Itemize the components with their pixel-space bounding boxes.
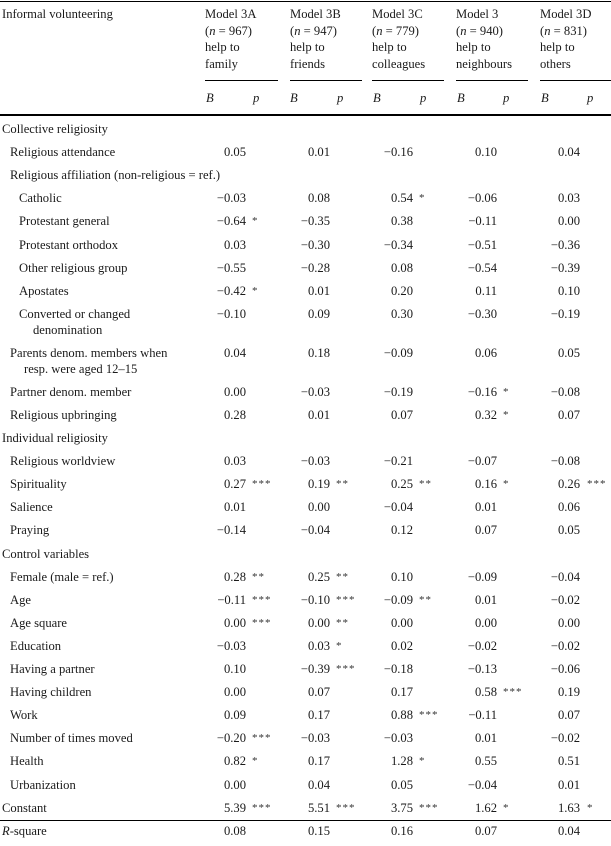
table-row [0,384,611,407]
significance-p: ** [419,593,432,606]
significance-p: ** [336,478,349,491]
coef-b: −0.30 [300,237,330,252]
model-rule [540,80,611,81]
significance-p: * [503,478,510,491]
top-rule [0,1,611,2]
coef-b: 0.16 [474,477,497,492]
row-label: Partner denom. member [10,384,132,399]
coef-b: 1.62 [474,800,497,815]
coef-b: −0.39 [550,260,580,275]
coef-b: 0.00 [557,214,580,229]
coef-b: 0.26 [557,477,580,492]
coef-b: −0.36 [550,237,580,252]
coef-b: 3.75 [390,800,413,815]
coef-b: −0.04 [467,777,497,792]
coef-b: 0.17 [390,685,413,700]
row-label: Age square [10,615,67,630]
row-label: Catholic [19,191,62,206]
coef-b: 0.82 [223,754,246,769]
coef-b: 1.63 [557,800,580,815]
coef-b: 0.32 [474,407,497,422]
significance-p: ** [336,616,349,629]
table-row [0,144,611,167]
coef-b: −0.39 [300,662,330,676]
coef-b: 0.17 [307,708,330,723]
table-row [0,753,611,776]
coef-b: −0.03 [300,384,330,399]
coef-b: 0.10 [557,283,580,298]
coef-b: 0.25 [307,569,330,584]
coef-b: 0.07 [557,407,580,422]
coef-b: −0.20 [216,731,246,746]
model-header-3b: Model 3B (n = 947) help to friends [290,7,341,71]
model-header-3c: Model 3C (n = 779) help to colleagues [372,7,426,71]
significance-p: *** [336,663,356,675]
coef-b: 0.17 [307,754,330,769]
table-row [0,569,611,592]
row-label: Religious worldview [10,454,116,469]
table-row [0,260,611,283]
coef-b: −0.19 [550,306,580,321]
coef-b: −0.30 [467,306,497,321]
section-row [0,121,611,144]
significance-p: * [587,801,594,814]
coef-b: −0.03 [300,731,330,746]
table-row [0,684,611,707]
significance-p: *** [587,478,607,491]
coef-b: −0.04 [300,523,330,538]
coef-b: 0.05 [557,345,580,360]
significance-p: *** [419,709,439,722]
coef-b: 0.05 [223,145,246,160]
table-row [0,638,611,661]
coef-b: 0.10 [223,662,246,676]
coef-b: 0.04 [307,777,330,792]
table-row [0,707,611,730]
coef-b: −0.03 [216,191,246,206]
row-label: Individual religiosity [2,431,108,445]
coef-b: 0.06 [474,345,497,360]
significance-p: *** [419,801,439,814]
coef-b: 0.25 [390,477,413,492]
coef-b: 0.01 [223,500,246,515]
row-label: Salience [10,500,53,515]
coef-b: 0.01 [307,145,330,160]
section-row [0,546,611,569]
row-label: Urbanization [10,777,76,792]
coef-b: 0.07 [557,708,580,723]
table-row [0,823,611,846]
subheader-b: B [206,91,214,105]
coef-b: −0.16 [383,145,413,160]
significance-p: *** [252,801,272,814]
coef-b: −0.11 [468,214,497,229]
significance-p: *** [252,616,272,629]
coef-b: 5.39 [223,800,246,815]
row-label: Praying [10,523,50,538]
row-label: Spirituality [10,477,67,492]
coef-b: −0.54 [467,260,497,275]
table-row [0,730,611,753]
significance-p: * [419,755,426,768]
significance-p: *** [252,732,272,745]
table-title: Informal volunteering [2,7,113,21]
header-rule [0,114,611,116]
table-row [0,190,611,213]
coef-b: 0.58 [474,685,497,700]
significance-p: * [419,192,426,205]
coef-b: −0.04 [550,569,580,584]
coef-b: 0.07 [390,407,413,422]
coef-b: −0.51 [467,237,497,252]
model-rule [290,80,362,81]
coef-b: −0.02 [550,638,580,653]
coef-b: 0.05 [557,523,580,538]
coef-b: 0.04 [223,345,246,360]
row-label: Having children [10,685,92,700]
coef-b: −0.09 [383,592,413,607]
bottom-rule [0,820,611,821]
coef-b: −0.28 [300,260,330,275]
coef-b: −0.03 [216,638,246,653]
table-row [0,661,611,684]
coef-b: −0.11 [468,708,497,723]
coef-b: −0.13 [467,662,497,676]
coef-b: 0.11 [475,283,497,298]
coef-b: 0.06 [557,500,580,515]
coef-b: −0.34 [383,237,413,252]
coef-b: 5.51 [307,800,330,815]
row-label: Religious attendance [10,145,116,160]
coef-b: 0.00 [223,777,246,792]
significance-p: * [503,408,510,421]
significance-p: * [252,215,259,228]
coef-b: −0.08 [550,384,580,399]
coef-b: −0.11 [217,592,246,607]
coef-b: 0.01 [307,407,330,422]
coef-b: 0.00 [390,615,413,630]
table-row [0,522,611,545]
row-label: Constant [2,800,47,815]
row-label: Religious upbringing [10,407,117,422]
coef-b: −0.10 [300,592,330,607]
coef-b: 0.07 [474,523,497,538]
subheader-p: p [587,91,594,105]
coef-b: −0.10 [216,306,246,321]
coef-b: 0.00 [557,615,580,630]
coef-b: −0.08 [550,454,580,469]
coef-b: −0.19 [383,384,413,399]
coef-b: 0.09 [223,708,246,723]
coef-b: −0.07 [467,454,497,469]
row-label: Other religious group [19,260,128,275]
coef-b: 0.02 [390,638,413,653]
coef-b: −0.02 [550,592,580,607]
coef-b: −0.03 [300,454,330,469]
significance-p: *** [336,801,356,814]
significance-p: *** [503,686,523,699]
subheader-p: p [253,91,260,105]
coef-b: 0.15 [307,823,330,838]
significance-p: *** [252,478,272,491]
coef-b: 0.00 [307,500,330,515]
coef-b: −0.06 [550,662,580,676]
row-label-continued: resp. were aged 12–15 [24,361,138,376]
coef-b: 0.10 [474,145,497,160]
coef-b: −0.09 [383,345,413,360]
coef-b: 0.10 [390,569,413,584]
row-label: Work [10,708,38,723]
significance-p: ** [419,478,432,491]
row-label-continued: denomination [33,322,103,337]
coef-b: 0.00 [307,615,330,630]
coef-b: 0.00 [474,615,497,630]
significance-p: * [336,639,343,652]
row-label: Age [10,592,31,607]
model-rule [372,80,444,81]
table-row [0,237,611,260]
coef-b: 0.30 [390,306,413,321]
coef-b: 0.08 [390,260,413,275]
significance-p: * [252,755,259,768]
coef-b: 0.00 [223,685,246,700]
coef-b: 0.01 [474,592,497,607]
coef-b: 0.00 [223,384,246,399]
coef-b: 0.07 [474,823,497,838]
model-rule [456,80,528,81]
coef-b: 0.03 [223,454,246,469]
table-row [0,283,611,306]
table-row [0,592,611,615]
coef-b: −0.03 [383,731,413,746]
coef-b: 0.19 [557,685,580,700]
coef-b: −0.02 [550,731,580,746]
table-row [0,167,611,190]
coef-b: 0.28 [223,569,246,584]
section-row [0,430,611,453]
coef-b: 0.28 [223,407,246,422]
coef-b: 0.20 [390,283,413,298]
model-rule [205,80,278,81]
coef-b: 0.09 [307,306,330,321]
coef-b: 0.01 [557,777,580,792]
coef-b: −0.21 [383,454,413,469]
coef-b: −0.09 [467,569,497,584]
row-label: Apostates [19,283,69,298]
coef-b: 0.51 [557,754,580,769]
row-label: Health [10,754,44,769]
coef-b: 0.00 [223,615,246,630]
coef-b: 0.03 [557,191,580,206]
coef-b: 0.16 [390,823,413,838]
coef-b: 0.19 [307,477,330,492]
significance-p: ** [252,570,265,583]
coef-b: 0.08 [223,823,246,838]
coef-b: −0.16 [467,384,497,399]
row-label: Collective religiosity [2,122,108,136]
row-label: Number of times moved [10,731,133,746]
coef-b: 0.05 [390,777,413,792]
coef-b: −0.06 [467,191,497,206]
coef-b: 0.07 [307,685,330,700]
coef-b: −0.04 [383,500,413,515]
coef-b: −0.55 [216,260,246,275]
table-row [0,407,611,430]
model-header-3a: Model 3A (n = 967) help to family [205,7,257,71]
subheader-b: B [541,91,549,105]
coef-b: 0.55 [474,754,497,769]
subheader-p: p [420,91,427,105]
significance-p: *** [336,593,356,606]
table-row [0,213,611,236]
coef-b: 0.04 [557,823,580,838]
subheader-b: B [457,91,465,105]
model-header-3d: Model 3D (n = 831) help to others [540,7,592,71]
row-label: Religious affiliation (non-religious = ref.) [10,168,221,183]
subheader-p: p [337,91,344,105]
row-label: Protestant orthodox [19,237,118,252]
coef-b: 0.12 [390,523,413,538]
coef-b: 0.18 [307,345,330,360]
coef-b: −0.42 [216,283,246,298]
coef-b: 0.88 [390,708,413,723]
coef-b: −0.64 [216,214,246,229]
table-row [0,777,611,800]
table-row [0,615,611,638]
subheader-p: p [503,91,510,105]
coef-b: 0.01 [474,731,497,746]
coef-b: −0.14 [216,523,246,538]
coef-b: 0.54 [390,191,413,206]
coef-b: −0.18 [383,662,413,676]
significance-p: * [252,284,259,297]
model-header-3: Model 3 (n = 940) help to neighbours [456,7,512,71]
table-row [0,453,611,476]
significance-p: ** [336,570,349,583]
table-row [0,476,611,499]
subheader-b: B [373,91,381,105]
row-label: R-square [2,823,47,838]
coef-b: 0.08 [307,191,330,206]
row-label: Converted or changed [19,306,131,321]
significance-p: * [503,801,510,814]
coef-b: −0.35 [300,214,330,229]
row-label: Parents denom. members when [10,345,168,360]
coef-b: 0.03 [307,638,330,653]
row-label: Control variables [2,546,90,561]
significance-p: *** [252,593,272,606]
table-row [0,499,611,522]
coef-b: 0.04 [557,145,580,160]
coef-b: −0.02 [467,638,497,653]
coef-b: 0.01 [474,500,497,515]
row-label: Female (male = ref.) [10,569,114,584]
coef-b: 0.03 [223,237,246,252]
coef-b: 0.38 [390,214,413,229]
coef-b: 0.01 [307,283,330,298]
row-label: Education [10,638,62,653]
significance-p: * [503,385,510,398]
subheader-b: B [290,91,298,105]
row-label: Protestant general [19,214,110,229]
table-row [0,306,611,337]
table-row [0,345,611,376]
row-label: Having a partner [10,662,95,676]
coef-b: 1.28 [390,754,413,769]
coef-b: 0.27 [223,477,246,492]
